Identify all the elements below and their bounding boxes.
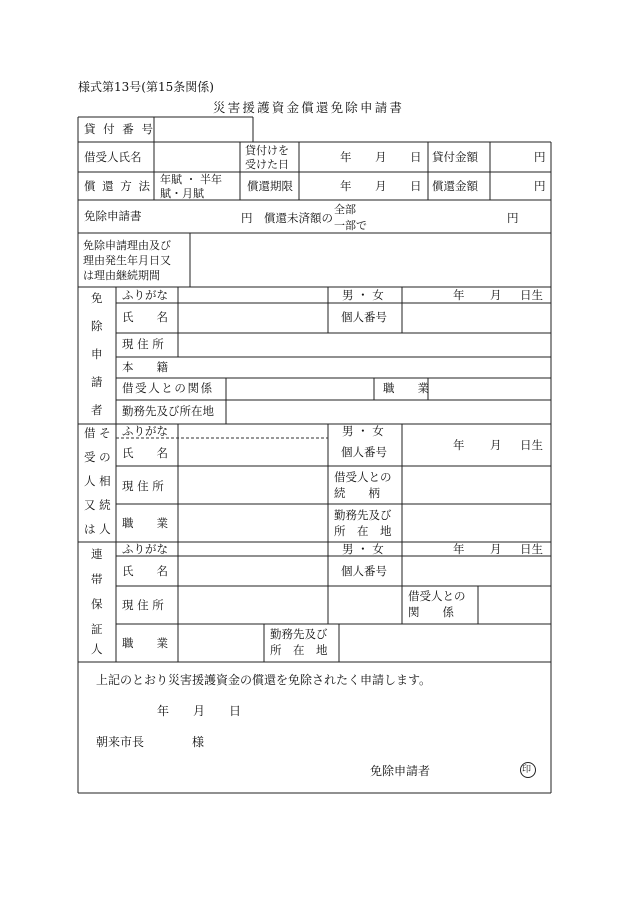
seal-label: 印 (522, 765, 532, 775)
repayment-deadline-label: 償還期限 (247, 179, 293, 193)
repayment-method-options-1[interactable]: 年賦 ・ 半年 (160, 173, 222, 186)
heir-furigana-label: ふりがな (122, 424, 168, 438)
guarantor-occupation-label: 職 業 (122, 636, 168, 650)
applicant-birth-month: 月 (490, 288, 502, 302)
repayment-method-options-2[interactable]: 賦・月賦 (160, 187, 204, 200)
heir-birth-year: 年 (453, 438, 465, 452)
applicant-section-3: 申 (91, 347, 103, 361)
unpaid-all-option[interactable]: 全部 (334, 203, 356, 216)
unpaid-yen: 円 (507, 211, 519, 225)
guarantor-relation-label-2: 関 係 (408, 605, 454, 619)
applicant-section-2: 除 (91, 319, 103, 333)
heir-section-3: 人 相 (84, 474, 111, 488)
repayment-amount-yen: 円 (534, 179, 546, 193)
guarantor-gender[interactable]: 男 ・ 女 (342, 542, 384, 556)
guarantor-section-5: 人 (91, 642, 103, 656)
borrower-name-label: 借受人氏名 (84, 150, 142, 164)
loan-number-field[interactable] (156, 119, 251, 140)
exemption-request-yen: 円 (241, 211, 253, 225)
guarantor-birth-month: 月 (490, 542, 502, 556)
applicant-birth-day: 日生 (520, 288, 543, 302)
applicant-furigana-label: ふりがな (122, 288, 168, 302)
applicant-signature-label: 免除申請者 (370, 764, 431, 778)
heir-section-1: 借 そ (84, 426, 111, 440)
heir-section-2: 受 の (84, 450, 111, 464)
form-number: 様式第13号(第15条関係) (78, 80, 214, 94)
loan-amount-label: 貸付金額 (432, 150, 478, 164)
guarantor-individual-number-label: 個人番号 (341, 564, 387, 578)
heir-section-4: 又 続 (84, 498, 111, 512)
heir-individual-number-label: 個人番号 (341, 445, 387, 459)
reason-label-3: は理由継続期間 (83, 269, 160, 282)
guarantor-workplace-label-2: 所 在 地 (270, 643, 328, 657)
heir-section-5: は 人 (84, 522, 111, 536)
loan-date-day: 日 (410, 150, 422, 164)
reason-label-1: 免除申請理由及び (83, 239, 171, 252)
applicant-workplace-label: 勤務先及び所在地 (122, 404, 214, 418)
heir-address-label: 現 住 所 (122, 479, 164, 493)
guarantor-section-2: 帯 (91, 572, 103, 586)
heir-workplace-label-2: 所 在 地 (334, 524, 392, 538)
heir-occupation-label: 職 業 (122, 516, 168, 530)
borrower-name-field[interactable] (156, 144, 238, 170)
loan-number-label: 貸 付 番 号 (84, 122, 155, 136)
deadline-year: 年 (340, 179, 352, 193)
guarantor-address-label: 現 住 所 (122, 598, 164, 612)
repayment-method-label: 償 還 方 法 (84, 179, 152, 193)
applicant-section-1: 免 (91, 291, 103, 305)
deadline-day: 日 (410, 179, 422, 193)
loan-received-date-label-2: 受けた日 (245, 158, 289, 171)
loan-date-month: 月 (375, 150, 387, 164)
guarantor-section-1: 連 (91, 547, 103, 561)
guarantor-workplace-label-1: 勤務先及び (270, 627, 328, 641)
applicant-name-label: 氏 名 (122, 310, 168, 324)
unpaid-prefix: 償還未済額の (264, 211, 333, 225)
guarantor-section-4: 証 (91, 622, 103, 636)
guarantor-birth-year: 年 (453, 542, 465, 556)
reason-label-2: 理由発生年月日又 (83, 254, 171, 267)
guarantor-furigana-label: ふりがな (122, 542, 168, 556)
heir-relation-label-1: 借受人との (334, 470, 392, 484)
applicant-relation-label: 借受人との関係 (122, 381, 214, 395)
guarantor-birth-day: 日生 (520, 542, 543, 556)
applicant-individual-number-label: 個人番号 (341, 310, 387, 324)
loan-received-date-label-1: 貸付けを (245, 144, 289, 157)
unpaid-part-option[interactable]: 一部で (334, 219, 367, 232)
applicant-gender[interactable]: 男 ・ 女 (342, 288, 384, 302)
applicant-occupation-label: 職 業 (383, 381, 429, 395)
heir-workplace-label-1: 勤務先及び (334, 508, 392, 522)
exemption-request-label: 免除申請書 (84, 209, 142, 223)
mayor-addressee: 朝来市長 様 (96, 735, 205, 749)
heir-relation-label-2: 続 柄 (334, 486, 380, 500)
heir-gender[interactable]: 男 ・ 女 (342, 424, 384, 438)
heir-name-label: 氏 名 (122, 446, 168, 460)
repayment-amount-label: 償還金額 (432, 179, 478, 193)
loan-amount-yen: 円 (534, 150, 546, 164)
guarantor-section-3: 保 (91, 597, 103, 611)
guarantor-name-label: 氏 名 (122, 564, 168, 578)
heir-birth-day: 日生 (520, 438, 543, 452)
applicant-section-4: 請 (91, 375, 103, 389)
applicant-domicile-label: 本 籍 (122, 360, 168, 374)
deadline-month: 月 (375, 179, 387, 193)
heir-birth-month: 月 (490, 438, 502, 452)
request-statement: 上記のとおり災害援護資金の償還を免除されたく申請します。 (96, 673, 432, 687)
reason-field[interactable] (192, 235, 549, 285)
applicant-section-5: 者 (91, 403, 103, 417)
applicant-address-label: 現 住 所 (122, 337, 164, 351)
guarantor-relation-label-1: 借受人との (408, 589, 466, 603)
page-title: 災害援護資金償還免除申請書 (213, 100, 405, 115)
applicant-birth-year: 年 (453, 288, 465, 302)
loan-date-year: 年 (340, 150, 352, 164)
request-date: 年 月 日 (157, 704, 242, 718)
